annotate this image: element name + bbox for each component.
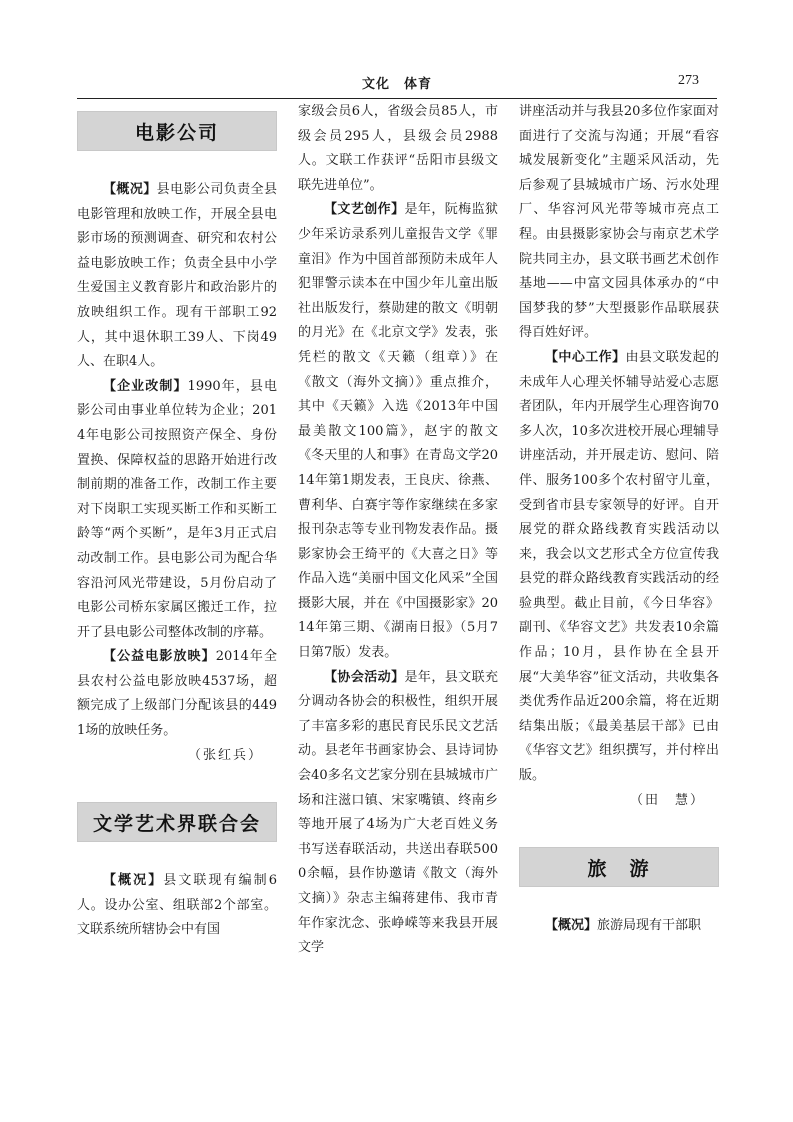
- paragraph-public-screening: 【公益电影放映】2014年全县农村公益电影放映4537场，超额完成了上级部门分配该县的4491场的放映任务。: [77, 649, 277, 739]
- paragraph-lecture-activities: 讲座活动并与我县20多位作家面对面进行了交流与沟通；开展“看容城发展新变化”主题采风活动，先后参观了县城城市广场、污水处理厂、华容河风光带等城市亮点工程。由县摄影家协会与南京艺术学院共同主办，县文联书画艺术创作基地——中富文园具体承办的“中国梦我的梦”大型摄影作品联展获得百姓好评。: [519, 104, 719, 341]
- paragraph-film-overview: 【概况】县电影公司负责全县电影管理和放映工作，开展全县电影市场的预测调查、研究和农村公益电影放映工作；负责全县中小学生爱国主义教育影片和政治影片的放映组织工作。现有干部职工92人，其中退休职工39人、下岗49人、在职4人。: [77, 182, 277, 370]
- page-number: 273: [678, 73, 699, 88]
- tag-label: 【公益电影放映】: [103, 649, 216, 665]
- tag-label: 【概况】: [103, 182, 157, 197]
- paragraph-federation-members: 家级会员6人，省级会员85人，市级会员295人，县级会员2988人。文联工作获评“岳阳市县级文联先进单位”。: [298, 104, 498, 193]
- paragraph-association-activities: 【协会活动】是年，县文联充分调动各协会的积极性，组织开展了丰富多彩的惠民育民乐民文艺活动。县老年书画家协会、县诗词协会40多名文艺家分别在县城城市广场和注滋口镇、宋家嘴镇、终南乡等地开展了4场为广大老百姓义务书写送春联活动，共送出春联5000余幅，县作协邀请《散文（海外文摘）》杂志主编蒋建伟、我市青年作家沈念、张峥嵘等来我县开展文学: [298, 669, 498, 956]
- heading-film-company: 电影公司: [77, 111, 277, 151]
- tag-label: 【概况】: [103, 873, 164, 889]
- tag-label: 【文艺创作】: [324, 202, 405, 218]
- author-credit: （田 慧）: [629, 792, 705, 808]
- paragraph-federation-overview: 【概况】县文联现有编制6人。设办公室、组联部2个部室。文联系统所辖协会中有国: [77, 873, 277, 938]
- paragraph-literary-creation: 【文艺创作】是年，阮梅监狱少年采访录系列儿童报告文学《罪童泪》作为中国首部预防未成年人犯罪警示读本在中国少年儿童出版社出版发行，蔡勋建的散文《明朝的月光》在《北京文学》发表，张凭栏的散文《天籁（组章）》在《散文（海外文摘）》重点推介，其中《天籁》入选《2013年中国最美散文100篇》，赵宇的散文《冬天里的人和事》在青岛文学2014年第1期发表，王良庆、徐燕、曹利华、白赛宇等作家继续在多家报刊杂志等专业刊物发表作品。摄影家协会王绮平的《大喜之日》等作品入选“美丽中国文化风采”全国摄影大展，并在《中国摄影家》2014年第三期、《湖南日报》（5月7日第7版）发表。: [298, 202, 498, 661]
- paragraph-central-work: 【中心工作】由县文联发起的未成年人心理关怀辅导站爱心志愿者团队，年内开展学生心理咨询70多人次，10多次进校开展心理辅导讲座活动，并开展走访、慰问、陪伴、服务100多个农村留守儿童，受到省市县专家领导的好评。自开展党的群众路线教育实践活动以来，我会以文艺形式全方位宣传我县党的群众路线教育实践活动的经验典型。截止目前，《今日华容》副刊、《华容文艺》共发表10余篇作品；10月，县作协在全县开展“大美华容”征文活动，共收集各类优秀作品近200余篇，将在近期结集出版；《最美基层干部》已由《华容文艺》组织撰写，并付梓出版。: [519, 349, 719, 784]
- tag-label: 【中心工作】: [545, 349, 626, 365]
- tag-label: 【概况】: [545, 918, 598, 934]
- paragraph-enterprise-reform: 【企业改制】1990年，县电影公司由事业单位转为企业；2014年电影公司按照资产保全、身份置换、保障权益的思路开始进行改制前期的准备工作，改制工作主要对下岗职工实现买断工作和买断工龄等“两个买断”，是年3月正式启动改制工作。县电影公司为配合华容沿河风光带建设，5月份启动了电影公司桥东家属区搬迁工作，拉开了县电影公司整体改制的序幕。: [77, 378, 277, 640]
- column-1: [77, 100, 277, 943]
- author-credit: （张红兵）: [187, 747, 263, 763]
- tag-label: 【企业改制】: [103, 378, 188, 394]
- heading-literary-federation: 文学艺术界联合会: [77, 802, 277, 842]
- heading-tourism: 旅 游: [519, 847, 719, 887]
- paragraph-tourism-overview: 【概况】旅游局现有干部职: [545, 918, 702, 934]
- tag-label: 【协会活动】: [324, 669, 405, 685]
- column-2: [298, 100, 498, 961]
- column-3: [519, 100, 719, 939]
- section-title: 文化 体育: [361, 77, 432, 92]
- running-header: [77, 72, 717, 99]
